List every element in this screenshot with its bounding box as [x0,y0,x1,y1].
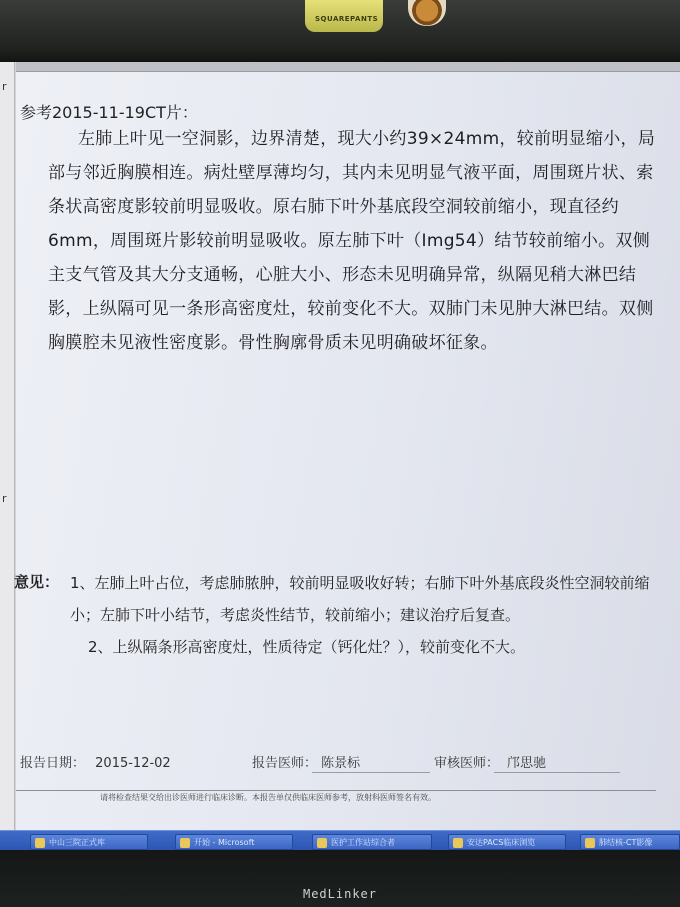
taskbar-item[interactable]: 中山三院正式库 [30,834,148,850]
app-icon [453,838,463,848]
footnote-divider [16,790,656,791]
app-icon [585,838,595,848]
report-date-label: 报告日期： [20,756,86,771]
sponge-toy-text: SQUAREPANTS [315,15,379,23]
opinion-section [70,567,650,663]
taskbar [0,830,680,850]
findings-paragraph: 左肺上叶见一空洞影，边界清楚，现大小约39×24mm，较前明显缩小，局部与邻近胸膜相连。病灶壁厚薄均匀，其内未见明显气液平面，周围斑片状、索条状高密度影较前明显吸收。原右肺下叶外基底段空洞较前缩小，现直径约6mm，周围斑片影较前明显吸收。原左肺下叶（Img54）结节较前缩小。双侧主支气管及其大分支通畅，心脏大小、形态未见明确异常，纵隔见稍大淋巴结影，上纵隔可见一条形高密度灶，较前变化不大。双肺门未见肿大淋巴结。双侧胸膜腔未见液性密度影。骨性胸廓骨质未见明确破坏征象。 [48,129,656,353]
document-top-border [16,62,680,72]
signature-line [494,772,620,773]
review-doctor-label: 审核医师： [434,756,500,771]
opinion-label: 意见： [14,573,60,591]
monitor-screen [0,62,680,850]
monitor-brand-label: MedLinker [302,887,378,901]
report-footnote: 请将检查结果交给出诊医师进行临床诊断。本报告单仅供临床医师参考，放射科医师签名有效。 [100,793,436,802]
report-date-value: 2015-12-02 [95,756,171,771]
signature-line [312,772,430,773]
app-icon [180,838,190,848]
taskbar-item[interactable]: 安达PACS临床浏览 [448,834,566,850]
opinion-item: 1、左肺上叶占位，考虑肺脓肿，较前明显吸收好转；右肺下叶外基底段炎性空洞较前缩小；左肺下叶小结节，考虑炎性结节，较前缩小；建议治疗后复查。 [70,574,650,624]
review-doctor-value: 邝思驰 [507,756,547,771]
app-icon [317,838,327,848]
app-icon [35,838,45,848]
sidebar-glyph: r [2,492,7,505]
report-date [20,752,171,771]
burger-toy [408,0,446,26]
report-doctor-label: 报告医师： [252,756,318,771]
left-window-edge [0,62,15,832]
taskbar-item[interactable]: 医护工作站综合者 [312,834,432,850]
monitor-top-bezel [0,0,680,62]
sidebar-glyph: r [2,80,7,93]
findings-section [48,122,656,360]
reference-header: 参考2015-11-19CT片： [20,103,198,122]
report-doctor [252,752,360,771]
review-doctor [434,752,546,771]
opinion-item: 2、上纵隔条形高密度灶，性质待定（钙化灶？），较前变化不大。 [88,638,526,656]
taskbar-item[interactable]: 开始 - Microsoft [175,834,293,850]
report-doctor-value: 陈景标 [321,756,361,771]
spongebob-toy [305,0,383,32]
taskbar-item[interactable]: 肺结核-CT影像 [580,834,680,850]
